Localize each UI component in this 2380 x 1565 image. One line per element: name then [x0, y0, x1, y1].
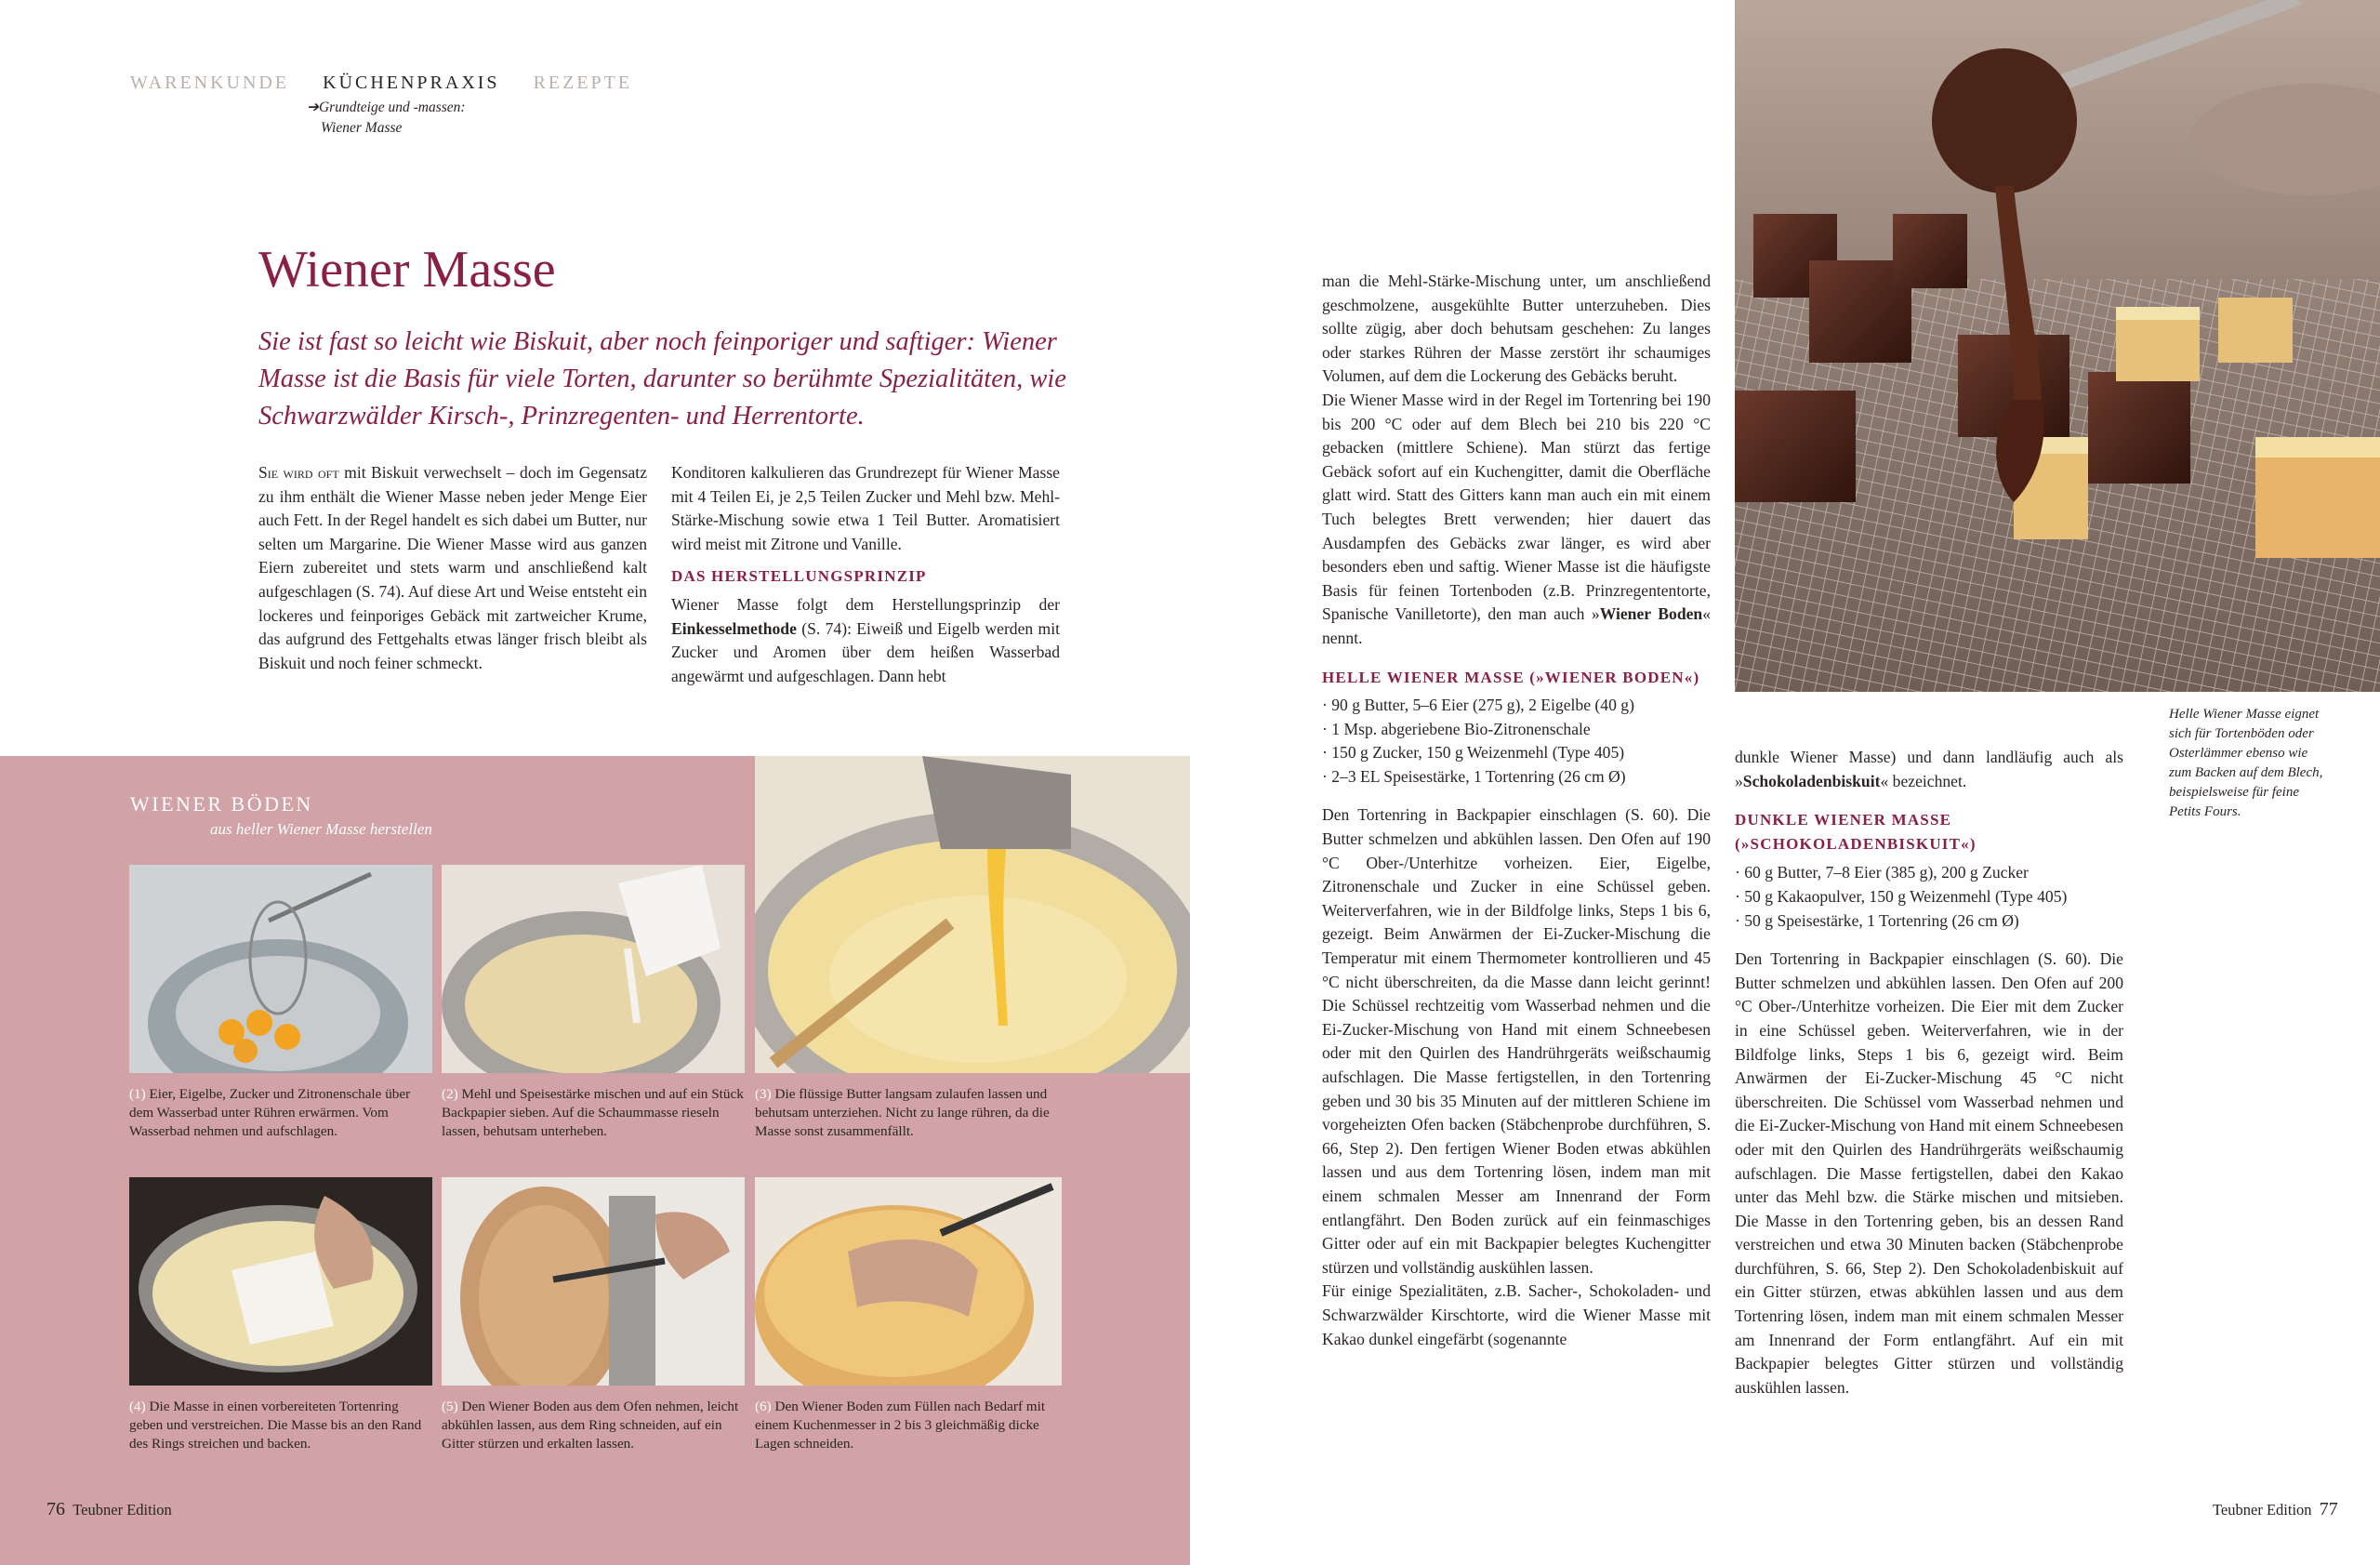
right-folio [2213, 1499, 2338, 1520]
list-item: · 50 g Kakaopulver, 150 g Weizenmehl (Type 405) [1735, 886, 2068, 906]
col3-paragraph-1: man die Mehl-Stärke-Mischung unter, um anschließend geschmolzene, ausgekühlte Butter unterzuheben. Dies sollte zügig, aber doch behutsam geschehen: Zu langes oder starkes Rühren der Masse zerstört ihr schaumiges Volumen, auf dem die Lockerung des Gebäcks beruht. [1322, 272, 1711, 386]
col4-paragraph-2: Den Tortenring in Backpapier einschlagen (S. 60). Die Butter schmelzen und abkühlen lassen. Den Ofen auf 200 °C Ober-/Unterhitze vorheizen. Die Eier mit dem Zucker in eine Schüssel geben. Weiterverfahren, wie in der Bildfolge links, Steps 1 bis 6, gezeigt wird. Beim Anwärmen der Ei-Zucker-Mischung 45 °C nicht überschreiten. Die Schüssel vom Wasserbad nehmen und die Ei-Zucker-Mischung von Hand mit einem Schneebesen oder mit den Quirlen des Handrührgeräts weißschaumig aufschlagen. Die Masse fertigstellen, dabei den Kakao unter das Mehl bzw. die Stärke mischen und mitsieben. Die Masse in den Tortenring geben, bis an dessen Rand verstreichen und etwa 30 Minuten backen (Stäbchenprobe durchführen, S. 66, Step 2). Den Schokoladenbiskuit auf ein Gitter stürzen, etwas abkühlen lassen und aus dem Tortenring lösen, indem man mit einem schmalen Messer am Innenrand der Form entlangfährt. Auf ein mit Backpapier belegtes Gitter stürzen und vollständig auskühlen lassen. [1735, 949, 2123, 1397]
col1-text: mit Biskuit verwechselt – doch im Gegensatz zu ihm enthält die Wiener Masse neben jeder Menge Eier auch Fett. In der Regel handelt es sich dabei um Butter, nur selten um Margarine. Die Wiener Masse wird aus ganzen Eiern zubereitet und stets warm und anschließend kalt aufgeschlagen (S. 74). Auf diese Art und Weise entsteht ein lockeres und feinporiges Gebäck mit zartweicher Krume, das aufgrund des Fettgehalts etwas länger frisch bleibt als Biskuit und noch feiner schmeckt. [258, 463, 648, 672]
col4-ingredient-list [1735, 861, 2123, 933]
step-2-number: (2) [442, 1086, 458, 1102]
page-title: Wiener Masse [258, 241, 556, 298]
col4-heading-line-1: DUNKLE WIENER MASSE [1735, 811, 1952, 829]
step-6-number: (6) [755, 1399, 772, 1414]
step-2-caption [442, 1085, 745, 1141]
breadcrumb-line-2: Wiener Masse [321, 120, 403, 136]
step-3-text: Die flüssige Butter langsam zulaufen lassen und behutsam unterziehen. Nicht zu lange rühren, da die Masse sonst zusammenfällt. [755, 1086, 1050, 1139]
step-5-photo [442, 1177, 745, 1386]
step-2-photo [442, 865, 745, 1073]
col2-heading: DAS HERSTELLUNGSPRINZIP [671, 567, 927, 586]
col3-p2-a: Die Wiener Masse wird in der Regel im Tortenring bei 190 bis 200 °C oder auf dem Blech bei 210 bis 220 °C gebacken (mittlere Schiene). Man stürzt das fertige Gebäck sofort auf ein Kuchengitter, damit die Oberfläche glatt wird. Statt des Gitters kann man auch ein mit einem Tuch belegtes Brett verwenden; hier dauert das Ausdampfen des Gebäcks zwar länger, es wird aber besonders eben und saftig. Wiener Masse ist die häufigste Basis für feinen Tortenboden (z.B. Prinzregententorte, Spanische Vanilletorte), den man auch » [1322, 390, 1711, 624]
col4-p1-a: dunkle Wiener Masse) und dann landläufig auch als » [1735, 748, 2123, 790]
col3-paragraph-4: Für einige Spezialitäten, z.B. Sacher-, Schokoladen- und Schwarzwälder Kirschtorte, wird die Wiener Masse mit Kakao dunkel eingefärbt (sogenannte [1322, 1281, 1711, 1348]
step-5-caption [442, 1398, 745, 1453]
col4-heading-line-2: (»SCHOKOLADENBISKUIT«) [1735, 834, 1977, 853]
step-6-photo [755, 1177, 1062, 1386]
list-item: · 2–3 EL Speisestärke, 1 Tortenring (26 cm Ø) [1322, 766, 1626, 786]
steps-subheading: aus heller Wiener Masse herstellen [210, 820, 432, 838]
nav-item-warenkunde[interactable]: WARENKUNDE [130, 73, 290, 93]
col1-paragraph [258, 461, 647, 675]
col4-paragraph-1 [1735, 746, 2123, 793]
list-item: · 150 g Zucker, 150 g Weizenmehl (Type 405) [1322, 743, 1625, 763]
left-folio-label: Teubner Edition [73, 1501, 172, 1519]
step-5-text: Den Wiener Boden aus dem Ofen nehmen, leicht abkühlen lassen, aus dem Ring schneiden, auf ein Gitter stürzen und erkalten lassen. [442, 1399, 739, 1452]
list-item: · 50 g Speisestärke, 1 Tortenring (26 cm Ø) [1735, 910, 2019, 930]
step-4-number: (4) [129, 1399, 146, 1414]
hero-photo-petits-fours [1735, 0, 2380, 692]
left-folio [46, 1499, 172, 1520]
right-folio-label: Teubner Edition [2213, 1501, 2312, 1519]
col2-paragraph-2 [671, 593, 1060, 688]
step-3-photo [755, 756, 1190, 1073]
left-page-number: 76 [46, 1499, 65, 1519]
step-6-caption [755, 1398, 1062, 1453]
step-4-caption [129, 1398, 432, 1453]
step-3-number: (3) [755, 1086, 772, 1102]
step-1-number: (1) [129, 1086, 146, 1102]
step-4-text: Die Masse in einen vorbereiteten Tortenring geben und verstreichen. Die Masse bis an den Rand des Rings streichen und backen. [129, 1399, 422, 1452]
step-1-caption [129, 1085, 432, 1141]
text-column-2 [671, 461, 1060, 688]
breadcrumb-line-1: ➔Grundteige und -massen: [307, 99, 466, 115]
col3-paragraph-2 [1322, 389, 1711, 651]
breadcrumb [307, 98, 466, 139]
nav-item-rezepte[interactable]: REZEPTE [533, 73, 633, 93]
list-item: · 60 g Butter, 7–8 Eier (385 g), 200 g Zucker [1735, 863, 2029, 882]
col4-heading [1735, 808, 2123, 855]
step-4-photo [129, 1177, 432, 1386]
step-1-photo [129, 865, 432, 1073]
section-nav [130, 73, 658, 94]
step-6-text: Den Wiener Boden zum Füllen nach Bedarf mit einem Kuchenmesser in 2 bis 3 gleichmäßig dicke Lagen schneiden. [755, 1399, 1046, 1452]
col2-p2-bold: Einkesselmethode [671, 618, 797, 638]
lead-paragraph: Sie ist fast so leicht wie Biskuit, aber noch feinporiger und saftiger: Wiener Masse ist die Basis für viele Torten, darunter so berühmte Spezialitäten, wie Schwarzwälder Kirsch-, Prinzregenten- und Herrentorte. [258, 327, 1066, 431]
col1-lead-words: Sie wird oft [258, 463, 339, 482]
col3-paragraph-3: Den Tortenring in Backpapier einschlagen (S. 60). Die Butter schmelzen und abkühlen lassen. Den Ofen auf 190 °C Ober-/Unterhitze vorheizen. Eier, Eigelbe, Zitronenschale und Zucker in eine Schüssel geben. Weiterverfahren, wie in der Bildfolge links, Steps 1 bis 6, gezeigt. Beim Anwärmen der Ei-Zucker-Mischung die Temperatur mit einem Thermometer kontrollieren und 45 °C nicht überschreiten, da die Masse dann leicht gerinnt! Die Schüssel rechtzeitig vom Wasserbad nehmen und die Ei-Zucker-Mischung von Hand mit einem Schneebesen oder mit den Quirlen des Handrührgeräts weißschaumig aufschlagen. Die Masse fertigstellen, in den Tortenring geben und 30 bis 35 Minuten auf der mittleren Schiene im vorgeheizten Ofen backen (Stäbchenprobe durchführen, S. 66, Step 2). Den fertigen Wiener Boden etwas abkühlen lassen und aus dem Tortenring lösen, indem man mit einem schmalen Messer am Innenrand der Form entlangfährt. Den Boden zurück auf ein feinmaschiges Gitter oder auf ein mit Backpapier belegtes Kuchengitter stürzen und vollständig auskühlen lassen. [1322, 805, 1711, 1277]
text-column-4 [1735, 746, 2123, 1399]
step-1-text: Eier, Eigelbe, Zucker und Zitronenschale über dem Wasserbad unter Rühren erwärmen. Vom Wasserbad nehmen und aufschlagen. [129, 1086, 411, 1139]
col3-p2-bold: Wiener Boden [1599, 604, 1703, 624]
col3-p2-b: « nennt. [1322, 604, 1711, 647]
hero-photo-caption: Helle Wiener Masse eignet sich für Tortenböden oder Osterlämmer ebenso wie zum Backen auf dem Blech, beispielsweise für feine Petits Fours. [2169, 707, 2323, 819]
col3-ingredient-list [1322, 694, 1711, 789]
step-2-text: Mehl und Speisestärke mischen und auf ein Stück Backpapier sieben. Auf die Schaummasse rieseln lassen, behutsam unterheben. [442, 1086, 744, 1139]
step-5-number: (5) [442, 1399, 458, 1414]
step-3-caption [755, 1085, 1062, 1141]
col3-heading: HELLE WIENER MASSE (»WIENER BODEN«) [1322, 668, 1700, 686]
col2-p2-a: Wiener Masse folgt dem Herstellungsprinzip der [671, 594, 1060, 614]
col2-p2-b: (S. 74): Eiweiß und Eigelb werden mit Zucker und Aromen über dem heißen Wasserbad angewärmt und aufgeschlagen. Dann hebt [671, 618, 1060, 685]
col2-paragraph-1: Konditoren kalkulieren das Grundrezept für Wiener Masse mit 4 Teilen Ei, je 2,5 Teilen Zucker und Mehl bzw. Mehl-Stärke-Mischung sowie etwa 1 Teil Butter. Aromatisiert wird meist mit Zitrone und Vanille. [671, 463, 1060, 553]
list-item: · 90 g Butter, 5–6 Eier (275 g), 2 Eigelbe (40 g) [1322, 696, 1634, 715]
steps-heading: WIENER BÖDEN [130, 792, 313, 816]
text-column-3 [1322, 270, 1711, 1351]
right-page-number: 77 [2319, 1499, 2338, 1519]
col4-p1-bold: Schokoladenbiskuit [1742, 771, 1881, 790]
col4-p1-b: « bezeichnet. [1880, 771, 1967, 790]
nav-item-kuechenpraxis[interactable]: KÜCHENPRAXIS [323, 73, 500, 93]
list-item: · 1 Msp. abgeriebene Bio-Zitronenschale [1322, 719, 1591, 738]
text-column-1 [258, 461, 647, 675]
